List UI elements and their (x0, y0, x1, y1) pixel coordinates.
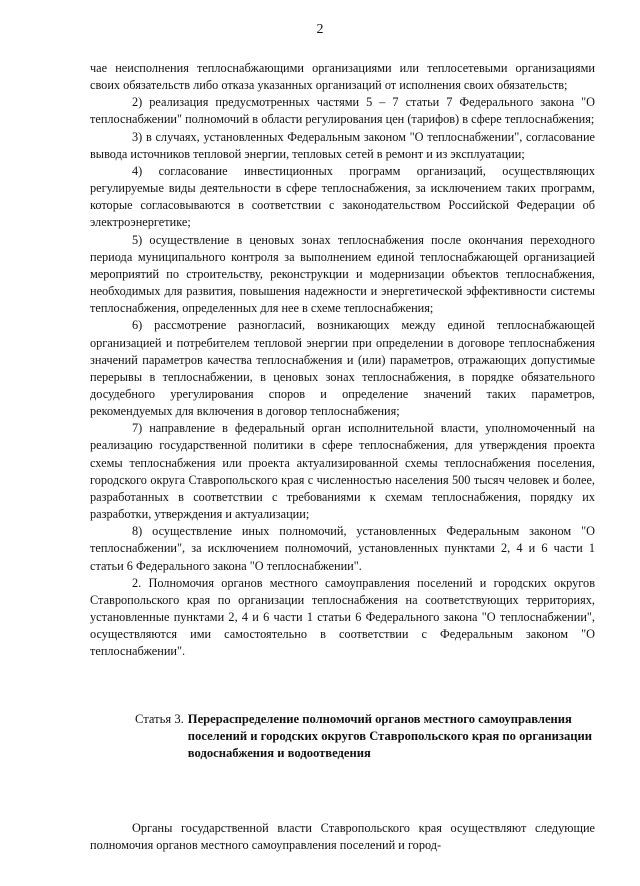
paragraph-item-4: 4) согласование инвестиционных программ организаций, осуществляющих регулируемые виды деятельности в сфере теплоснабжения, за исключением таких программ, которые согласовываются в соответствии с законодательством Российской Федерации об электроэнергетике; (90, 163, 595, 230)
paragraph-item-7: 7) направление в федеральный орган исполнительной власти, уполномоченный на реализацию государственной политики в сфере теплоснабжения, для утверждения проекта схемы теплоснабжения или проекта актуализированной схемы теплоснабжения поселения, городского округа Ставропольского края с численностью населения 500 тысяч человек и более, разработанных в соответствии с требованиями к схемам теплоснабжения, порядку их разработки, утверждения и актуализации; (90, 421, 595, 522)
paragraph-continuation: чае неисполнения теплоснабжающими организациями или теплосетевыми организациями своих обязательств либо отказа указанных организаций от исполнения своих обязательств; (90, 61, 595, 93)
article-number: Статья 3. (135, 712, 184, 726)
article-heading (135, 711, 595, 762)
article-first-paragraph: Органы государственной власти Ставропольского края осуществляют следующие полномочия органов местного самоуправления поселений и город- (90, 821, 595, 853)
paragraph-part-2: 2. Полномочия органов местного самоуправления поселений и городских округов Ставропольского края по организации теплоснабжения на соответствующих территориях, установленные пунктами 2, 4 и 6 части 1 статьи 6 Федерального закона "О теплоснабжении", осуществляются ими самостоятельно в соответствии с Федеральным законом "О теплоснабжении". (90, 575, 595, 659)
body-text (90, 60, 595, 660)
paragraph-item-8: 8) осуществление иных полномочий, установленных Федеральным законом "О теплоснабжении", за исключением полномочий, установленных пунктами 2, 4 и 6 части 1 статьи 6 Федерального закона "О теплоснабжении". (90, 524, 595, 573)
paragraph-item-5: 5) осуществление в ценовых зонах теплоснабжения после окончания переходного периода муниципального контроля за выполнением единой теплоснабжающей организацией мероприятий по строительству, реконструкции и модернизации объектов теплоснабжения, необходимых для развития, повышения надежности и энергетической эффективности системы теплоснабжения, определенных для нее в схеме теплоснабжения; (90, 232, 595, 316)
paragraph-item-3: 3) в случаях, установленных Федеральным законом "О теплоснабжении", согласование вывода источников тепловой энергии, тепловых сетей в ремонт и из эксплуатации; (90, 129, 595, 161)
page-number: 2 (316, 22, 324, 37)
article-body (90, 820, 595, 854)
paragraph-item-2: 2) реализация предусмотренных частями 5 – 7 статьи 7 Федерального закона "О теплоснабжении" полномочий в области регулирования цен (тарифов) в сфере теплоснабжения; (90, 95, 595, 127)
article-title: Перераспределение полномочий органов местного самоуправления поселений и городских округов Ставропольского края по организации водоснабжения и водоотведения (187, 712, 593, 760)
paragraph-item-6: 6) рассмотрение разногласий, возникающих между единой теплоснабжающей организацией и потребителем тепловой энергии при определении в договоре теплоснабжения значений параметров качества теплоснабжения и (или) параметров, отражающих допустимые перерывы в теплоснабжении, в ценовых зонах теплоснабжения, в порядке обязательного досудебного урегулирования споров и определение значений таких параметров, рекомендуемых для включения в договор теплоснабжения; (90, 318, 595, 419)
